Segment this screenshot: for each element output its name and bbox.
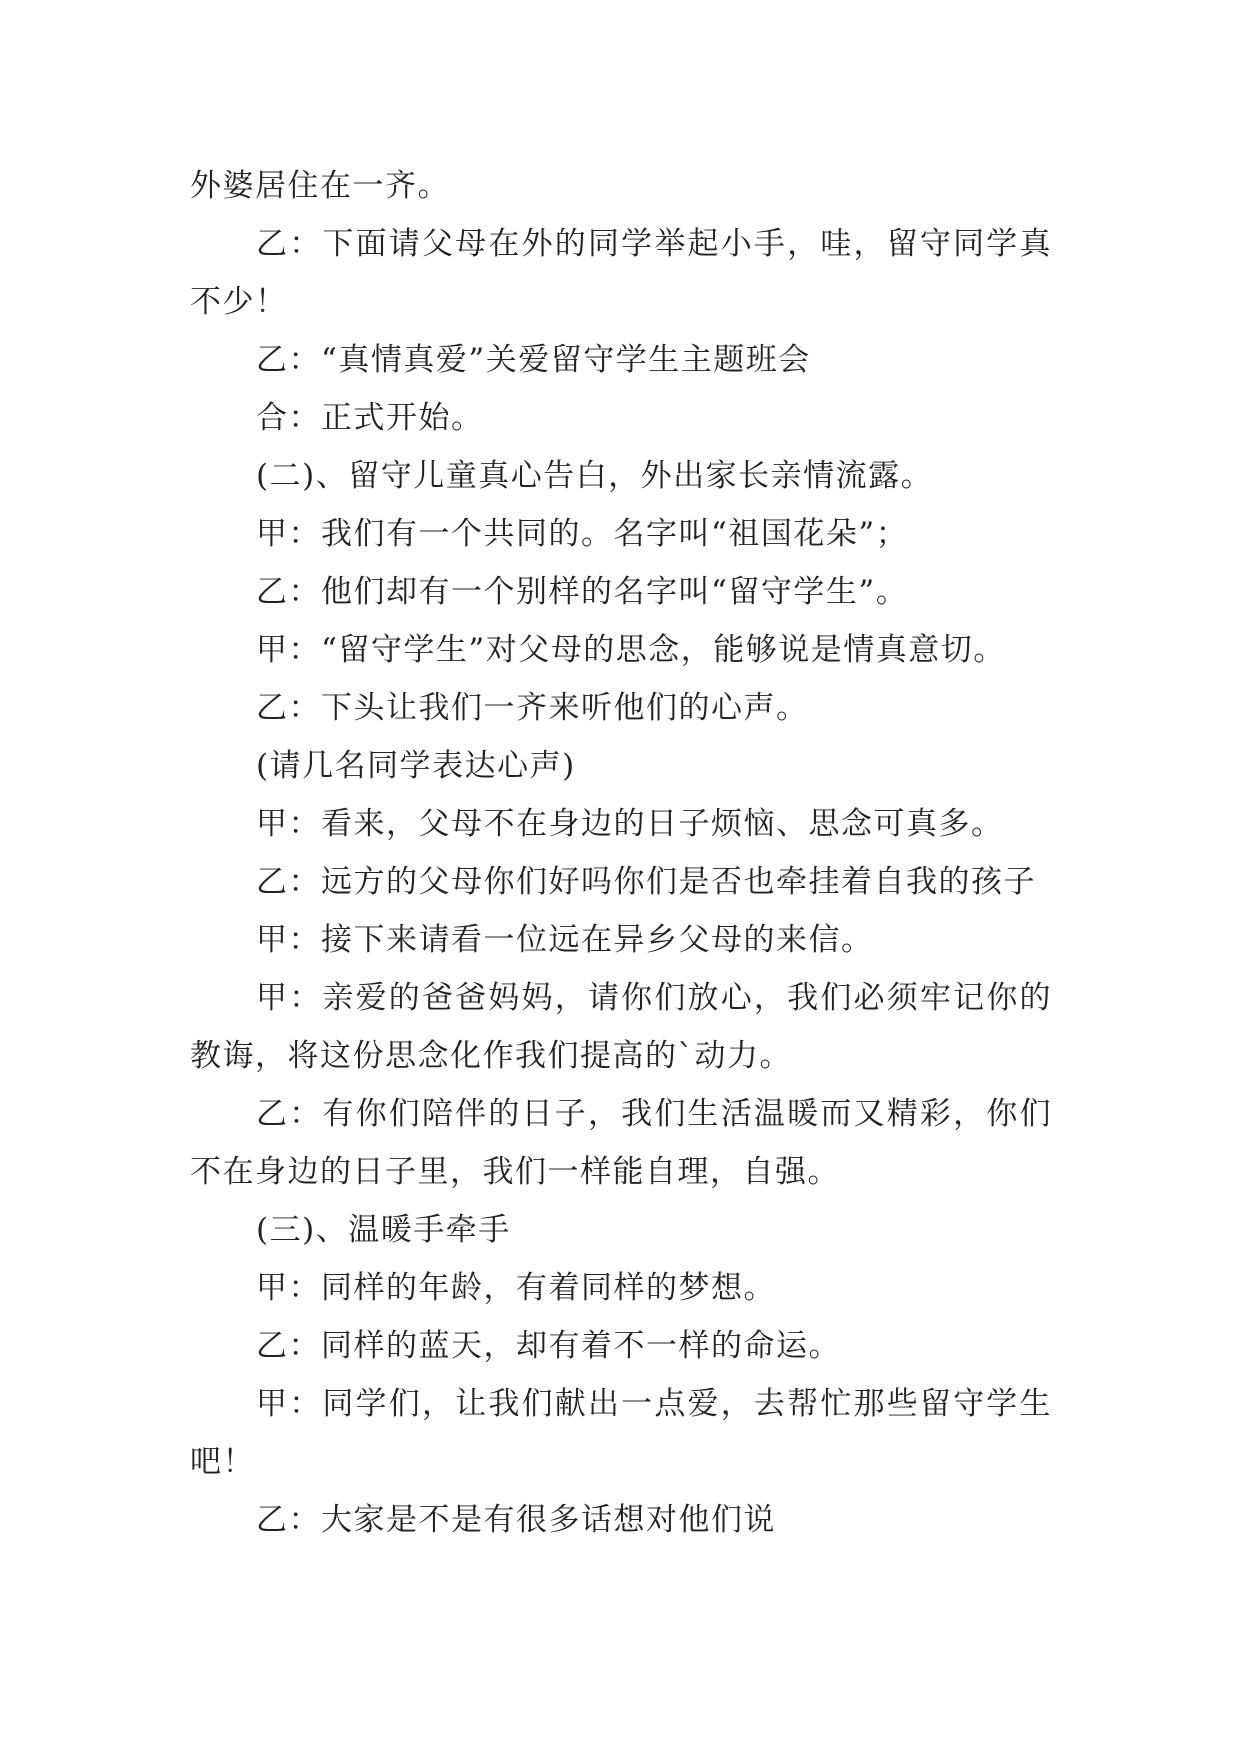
paragraph: 甲：同学们，让我们献出一点爱，去帮忙那些留守学生吧！ [190,1386,1052,1480]
stage-direction: (请几名同学表达心声) [256,748,576,784]
paragraph: 甲：同样的年龄，有着同样的梦想。 [256,1270,776,1306]
paragraph: 乙：下面请父母在外的同学举起小手，哇，留守同学真不少！ [190,226,1052,320]
paragraph: 乙：“真情真爱”关爱留守学生主题班会 [256,342,811,378]
paragraph: 外婆居住在一齐。 [190,168,450,204]
paragraph: 甲：亲爱的爸爸妈妈，请你们放心，我们必须牢记你的教诲，将这份思念化作我们提高的`动力。 [190,980,1052,1074]
paragraph: 合：正式开始。 [256,400,484,436]
paragraph: 乙：下头让我们一齐来听他们的心声。 [256,690,809,726]
paragraph: 甲：“留守学生”对父母的思念，能够说是情真意切。 [256,632,1006,668]
paragraph: 乙：有你们陪伴的日子，我们生活温暖而又精彩，你们不在身边的日子里，我们一样能自理，自强。 [190,1096,1052,1190]
paragraph: 甲：看来，父母不在身边的日子烦恼、思念可真多。 [256,806,1004,842]
section-heading: (三)、温暖手牵手 [256,1212,511,1248]
paragraph: 甲：接下来请看一位远在异乡父母的来信。 [256,922,874,958]
paragraph: 甲：我们有一个共同的。名字叫“祖国花朵”； [256,516,909,552]
paragraph: 乙：远方的父母你们好吗你们是否也牵挂着自我的孩子 [256,864,1036,900]
document-body [190,157,1052,1549]
paragraph: 乙：同样的蓝天，却有着不一样的命运。 [256,1328,841,1364]
paragraph: 乙：大家是不是有很多话想对他们说 [256,1502,776,1538]
section-heading: (二)、留守儿童真心告白，外出家长亲情流露。 [256,458,934,494]
paragraph: 乙：他们却有一个别样的名字叫“留守学生”。 [256,574,909,610]
